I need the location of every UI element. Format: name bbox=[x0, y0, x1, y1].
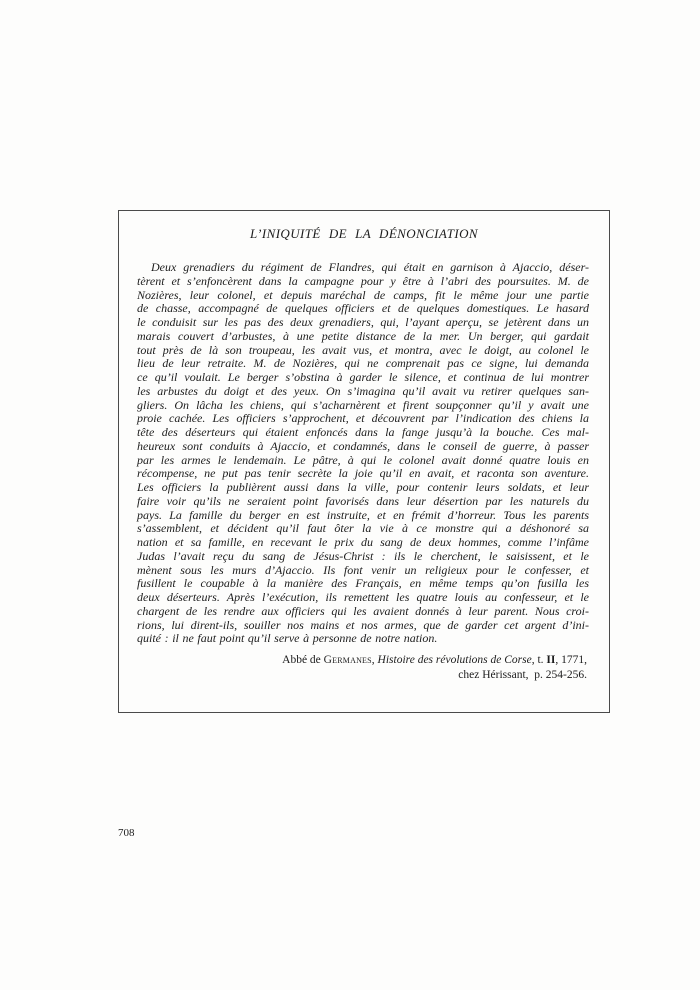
passage-line: nation et sa famille, en recevant le prix du sang de deux hommes, comme l’infâme bbox=[137, 535, 589, 549]
passage-line: Nozières, leur colonel, et depuis maréchal de camps, fit le même jour une partie bbox=[137, 287, 589, 302]
passage-line: heureux sont conduits à Ajaccio, et condamnés, dans le conseil de guerre, à passer bbox=[137, 438, 589, 453]
page-number: 708 bbox=[118, 827, 135, 839]
passage-line: proie cachée. Les officiers s’approchent, et découvrent par l’indication des chiens la bbox=[137, 411, 589, 426]
citation-line-1 bbox=[282, 653, 587, 668]
passage-line: Judas l’avait reçu du sang de Jésus-Christ : ils le cherchent, le saisissent, et le bbox=[137, 548, 589, 563]
citation-volume-prefix: , t. bbox=[531, 654, 547, 666]
passage-line: lieu de leur retraite. M. de Nozières, qui ne comprenait pas ce signe, lui demanda bbox=[137, 356, 589, 371]
excerpt-body bbox=[137, 261, 589, 646]
citation-year: , 1771, bbox=[555, 654, 587, 666]
citation bbox=[282, 653, 587, 682]
passage-line: tête des déserteurs qui étaient enfoncés dans la fange jusqu’à la bouche. Ces mal- bbox=[137, 425, 589, 439]
passage-line: Les officiers la publièrent aussi dans la ville, pour contenir leurs soldats, et leur bbox=[137, 480, 589, 494]
framed-excerpt-box bbox=[118, 210, 610, 713]
excerpt-title: L’INIQUITÉ DE LA DÉNONCIATION bbox=[250, 226, 478, 241]
passage-line: ce qu’il voulait. Le berger s’obstina à garder le silence, et continua de lui montrer bbox=[137, 370, 589, 384]
passage-line: quité : il ne faut point qu’il serve à personne de notre nation. bbox=[137, 631, 438, 646]
passage-line: mènent sous les murs d’Ajaccio. Ils font venir un religieux pour le confesser, et bbox=[137, 562, 589, 577]
citation-author-name: Germanes bbox=[323, 654, 372, 666]
passage-line: gliers. On lâcha les chiens, qui s’acharnèrent et firent soupçonner qu’il y avait une bbox=[137, 397, 589, 412]
citation-volume: II bbox=[546, 654, 556, 666]
citation-line-2: chez Hérissant, p. 254-256. bbox=[458, 668, 587, 681]
passage-line: le conduisit sur les pas des deux grenadiers, qui, l’ayant aperçu, se jetèrent dans un bbox=[137, 315, 589, 329]
passage-line: tout près de là son troupeau, les avait vus, et montra, avec le doigt, au colonel le bbox=[137, 342, 589, 357]
passage-line: tèrent et s’enfoncèrent dans la campagne pour y être à l’abri des poursuites. M. de bbox=[137, 273, 589, 288]
citation-author-prefix: Abbé de bbox=[282, 654, 324, 666]
citation-separator: , bbox=[371, 654, 378, 666]
passage-line: marais couvert d’arbustes, à une petite distance de la mer. Un berger, qui gardait bbox=[137, 328, 589, 343]
passage-line: de chasse, accompagné de quelques officiers et de quelques domestiques. Le hasard bbox=[137, 301, 589, 316]
passage-line: faire voir qu’ils ne seraient point favorisés dans leur désertion par les naturels du bbox=[137, 493, 589, 508]
citation-work-title: Histoire des révolutions de Corse bbox=[377, 654, 532, 666]
passage-line: s’assemblent, et décident qu’il faut ôter la vie à ce monstre qui a déshonoré sa bbox=[137, 521, 589, 536]
passage-line: Deux grenadiers du régiment de Flandres, qui était en garnison à Ajaccio, déser- bbox=[151, 260, 589, 274]
passage-line: fusillent le coupable à la manière des Français, en même temps qu’on fusilla les bbox=[137, 576, 589, 591]
passage-line: les arbustes du doigt et des yeux. On s’imagina qu’il avait vu retirer quelques san- bbox=[137, 383, 589, 398]
passage-line: récompense, ne put pas tenir secrète la joie qu’il en avait, et raconta son aventure. bbox=[137, 466, 589, 481]
passage-line: par les armes le lendemain. Le pâtre, à qui le colonel avait donné quatre louis en bbox=[137, 452, 589, 467]
passage-line: chargent de les rendre aux officiers qui les avaient donnés à leur parent. Nous croi- bbox=[137, 603, 589, 618]
passage-line: rions, lui dirent-ils, souiller nos mains et nos armes, que de garder cet argent d’ini- bbox=[137, 617, 589, 632]
passage-line: deux déserteurs. Après l’exécution, ils remettent les quatre louis au confesseur, et le bbox=[137, 590, 589, 604]
passage-line: pays. La famille du berger en est instruite, et en frémit d’horreur. Tous les parents bbox=[137, 507, 589, 522]
